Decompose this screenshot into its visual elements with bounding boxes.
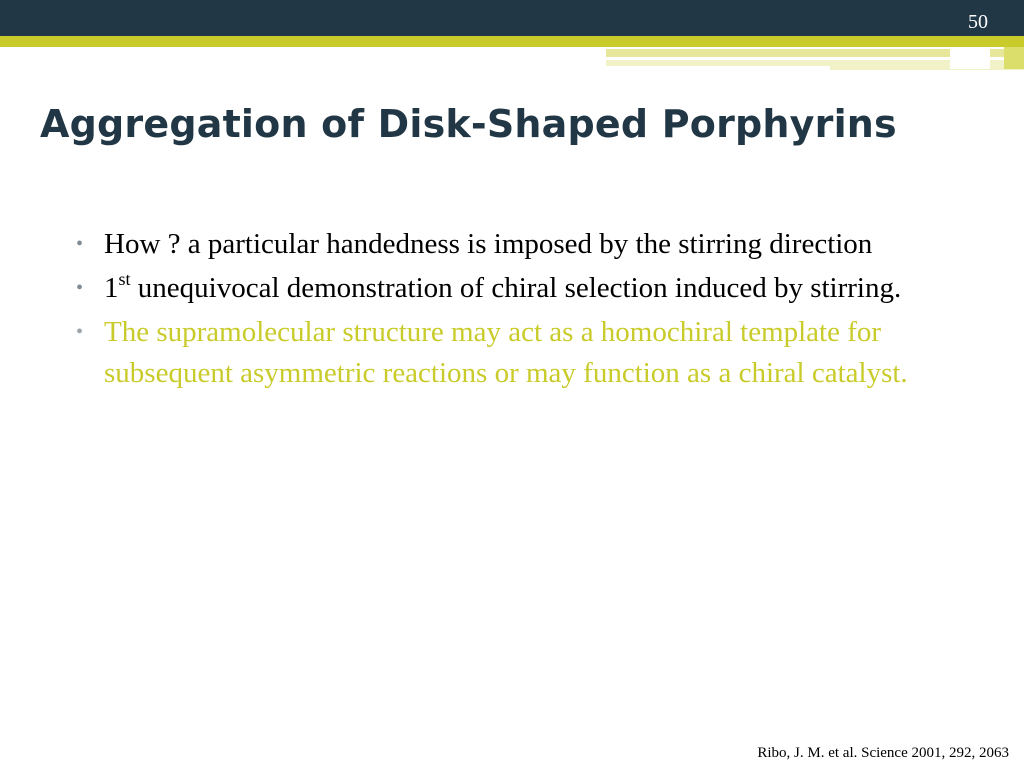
bullet-text: unequivocal demonstration of chiral selection induced by stirring. — [130, 272, 902, 304]
bullet-superscript: st — [118, 269, 131, 289]
decorative-stripe — [1004, 47, 1024, 69]
bullet-item-homochiral-template — [76, 312, 976, 394]
citation: Ribo, J. M. et al. Science 2001, 292, 2063 — [757, 745, 1009, 761]
bullet-dot-icon: • — [76, 321, 84, 343]
header-accent-stripe — [0, 36, 1024, 47]
decorative-stripe — [830, 66, 1024, 70]
bullet-text: The supramolecular structure may act as a homochiral template for subsequent asymmetric reactions or may function as a chiral catalyst. — [104, 316, 908, 389]
bullet-item-stirring-direction — [76, 224, 976, 265]
bullet-list — [76, 224, 976, 397]
bullet-text: How ? a particular handedness is imposed by the stirring direction — [104, 228, 873, 260]
bullet-dot-icon: • — [76, 277, 84, 299]
bullet-dot-icon: • — [76, 233, 84, 255]
decorative-stripe-gap — [950, 49, 990, 69]
bullet-item-chiral-selection — [76, 268, 976, 309]
slide-title: Aggregation of Disk-Shaped Porphyrins — [40, 102, 897, 146]
slide-number: 50 — [968, 11, 988, 33]
header-band — [0, 0, 1024, 36]
bullet-number: 1 — [104, 272, 119, 304]
